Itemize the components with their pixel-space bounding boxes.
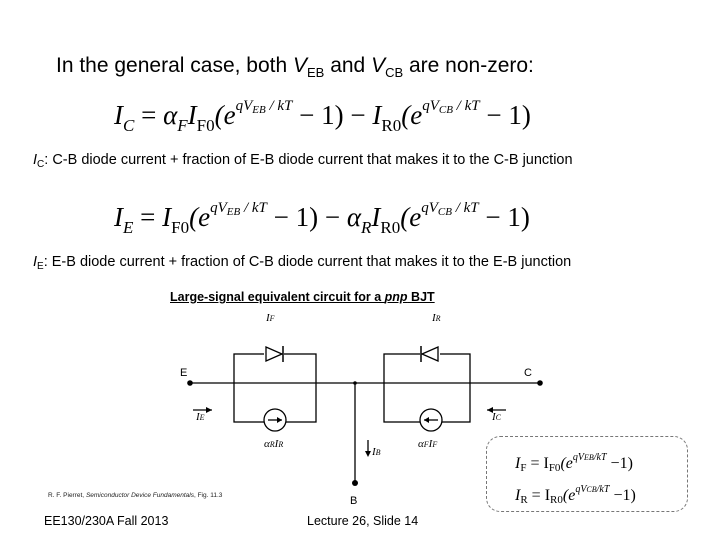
ir-equation: IR = $IR0(e^{qVCB/kT} -1)$ bbox=[515, 484, 636, 506]
label-ar-ir: αRIR bbox=[264, 438, 284, 450]
label-if: IF bbox=[266, 312, 275, 324]
diode-cb bbox=[420, 346, 440, 362]
if-equation: IF = $IF0(e^{qVEB/kT} -1)$ bbox=[515, 452, 633, 474]
figure-citation: R. F. Pierret, Semiconductor Device Fundamentals, Fig. 11.3 bbox=[48, 492, 223, 499]
circuit-title: Large-signal equivalent circuit for a pnp BJT bbox=[170, 290, 435, 304]
emitter-node bbox=[187, 380, 193, 386]
ie-arrowhead bbox=[206, 407, 212, 413]
label-ir: IR bbox=[432, 312, 441, 324]
ie-equation: $I_E = I_{F0}(e^{qV_{EB} / kT} - 1) - \alpha_RI_{R0}(e^{qV_{CB} / kT} - 1)$ bbox=[114, 200, 530, 237]
label-af-if: αFIF bbox=[418, 438, 438, 450]
label-e: E bbox=[180, 367, 188, 379]
footer-slide-number: Lecture 26, Slide 14 bbox=[307, 514, 419, 528]
label-c: C bbox=[524, 367, 532, 379]
junction-node bbox=[353, 381, 357, 385]
ic-equation: $I_C = \alpha_FI_{F0}(e^{qV_{EB} / kT} - 1) - I_{R0}(e^{qV_{CB} / kT} - 1)$ bbox=[114, 98, 531, 135]
footer-course: EE130/230A Fall 2013 bbox=[44, 514, 169, 528]
diode-eb bbox=[264, 346, 284, 362]
ib-arrowhead bbox=[365, 451, 371, 457]
base-node bbox=[352, 480, 358, 486]
label-ib: IB bbox=[372, 446, 381, 458]
label-b: B bbox=[350, 495, 358, 507]
label-ic: IC bbox=[492, 411, 502, 423]
label-ie: IE bbox=[196, 411, 205, 423]
slide-heading: In the general case, both $V_{EB}$ and $V_{CB}$ are non-zero: bbox=[56, 54, 534, 80]
ic-description: $I_C$: C-B diode current + fraction of E-B diode current that makes it to the C-B junction bbox=[33, 152, 573, 170]
collector-node bbox=[537, 380, 543, 386]
ie-description: $I_E$: E-B diode current + fraction of C-B diode current that makes it to the E-B junction bbox=[33, 254, 572, 272]
